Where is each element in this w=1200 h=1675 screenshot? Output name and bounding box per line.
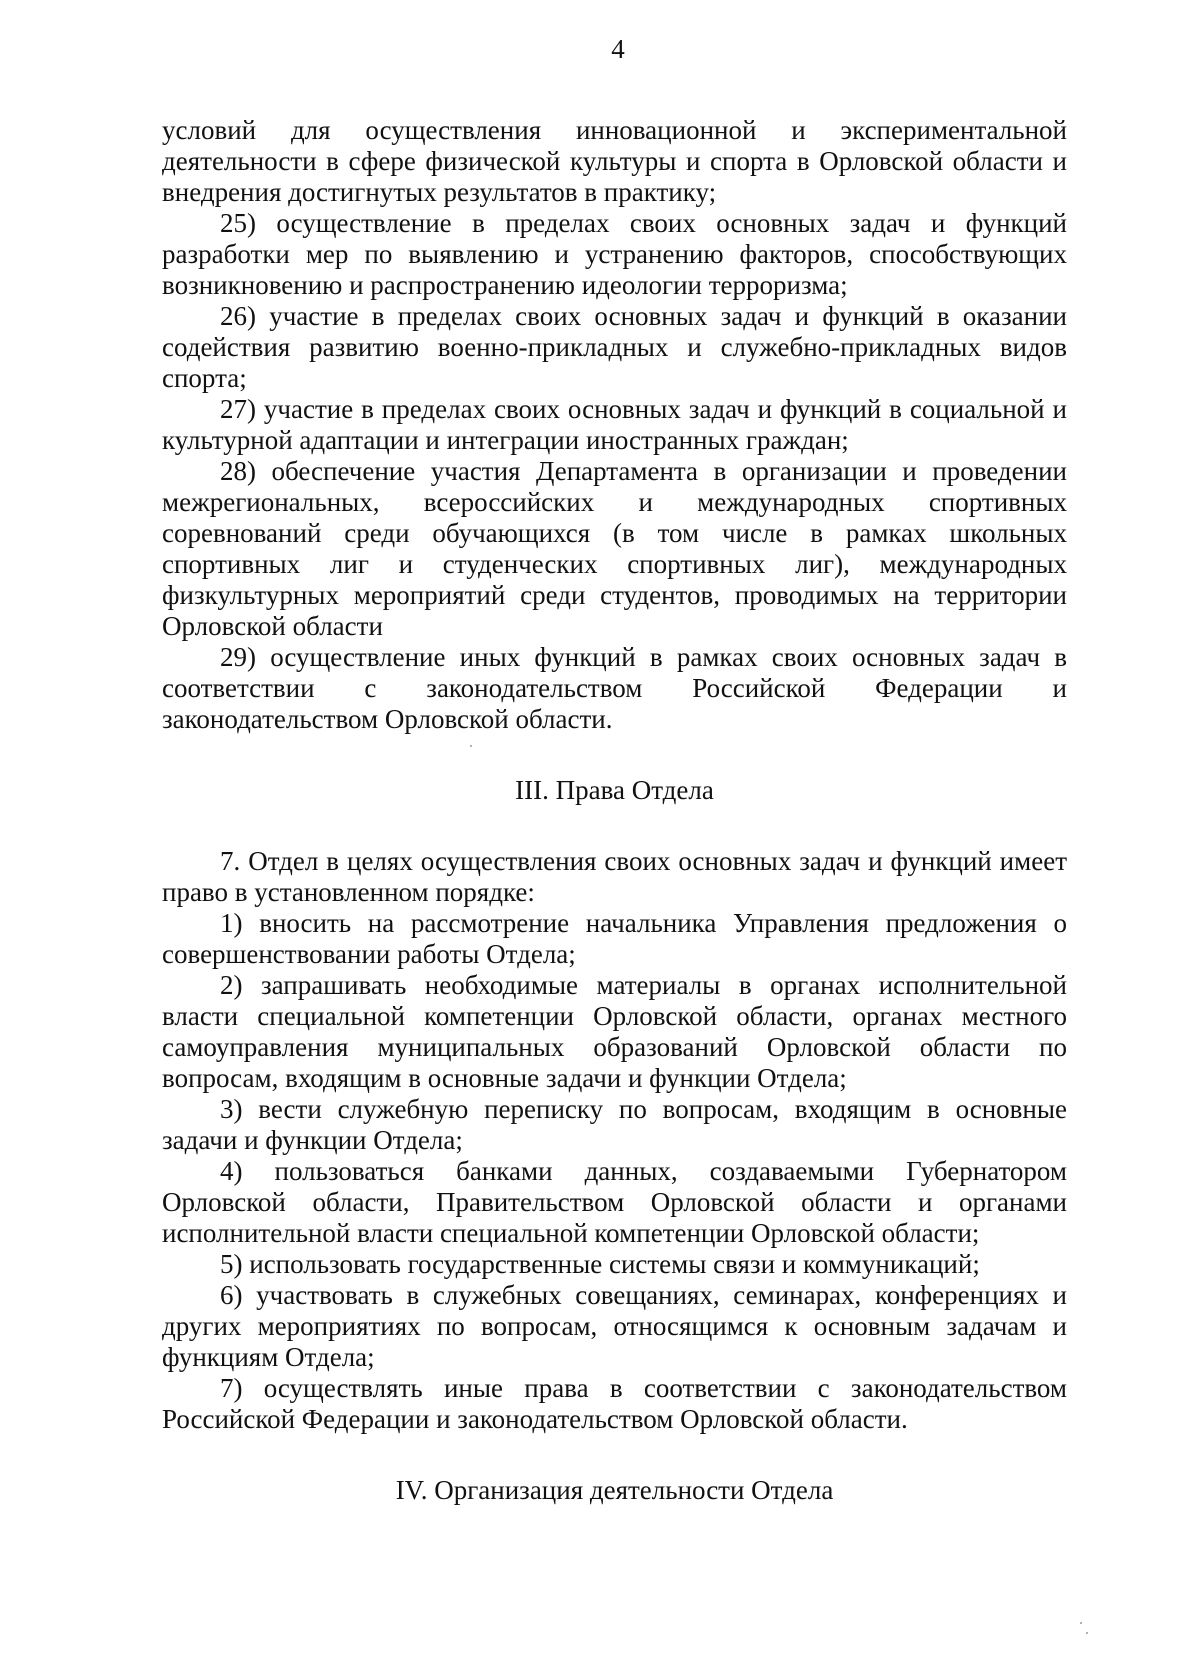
rights-item-7: 7) осуществлять иные права в соответствии с законодательством Российской Федерации и законодательством Орловской области. <box>162 1373 1067 1434</box>
scan-speck <box>1080 1622 1082 1624</box>
rights-item-4: 4) пользоваться банками данных, создаваемыми Губернатором Орловской области, Правительством Орловской области и органами исполнительной власти специальной компетенции Орловской области; <box>162 1156 1067 1248</box>
function-item-26: 26) участие в пределах своих основных задач и функций в оказании содействия развитию военно-прикладных и служебно-прикладных видов спорта; <box>162 301 1067 393</box>
rights-item-1: 1) вносить на рассмотрение начальника Управления предложения о совершенствовании работы Отдела; <box>162 908 1067 969</box>
rights-item-3: 3) вести служебную переписку по вопросам, входящим в основные задачи и функции Отдела; <box>162 1094 1067 1155</box>
function-item-28: 28) обеспечение участия Департамента в организации и проведении межрегиональных, всероссийских и международных спортивных соревнований среди обучающихся (в том числе в рамках школьных спортивных лиг и студенческих спортивных лиг), международных физкультурных мероприятий среди студентов, проводимых на территории Орловской области <box>162 456 1067 641</box>
rights-item-5: 5) использовать государственные системы связи и коммуникаций; <box>220 1249 980 1279</box>
function-item-27: 27) участие в пределах своих основных задач и функций в социальной и культурной адаптации и интеграции иностранных граждан; <box>162 394 1067 455</box>
scan-speck <box>470 745 472 747</box>
rights-item-2: 2) запрашивать необходимые материалы в органах исполнительной власти специальной компетенции Орловской области, органах местного самоуправления муниципальных образований Орловской области по вопросам, входящим в основные задачи и функции Отдела; <box>162 970 1067 1093</box>
continuation-paragraph: условий для осуществления инновационной и экспериментальной деятельности в сфере физической культуры и спорта в Орловской области и внедрения достигнутых результатов в практику; <box>162 115 1067 207</box>
section-heading-organization: IV. Организация деятельности Отдела <box>395 1475 834 1505</box>
rights-intro-paragraph: 7. Отдел в целях осуществления своих основных задач и функций имеет право в установленном порядке: <box>162 846 1067 907</box>
document-body <box>162 115 1067 1506</box>
page-number: 4 <box>611 34 625 64</box>
function-item-25: 25) осуществление в пределах своих основных задач и функций разработки мер по выявлению и устранению факторов, способствующих возникновению и распространению идеологии терроризма; <box>162 208 1067 300</box>
function-item-29: 29) осуществление иных функций в рамках своих основных задач в соответствии с законодательством Российской Федерации и законодательством Орловской области. <box>162 642 1067 734</box>
section-heading-rights: III. Права Отдела <box>515 775 714 805</box>
rights-item-6: 6) участвовать в служебных совещаниях, семинарах, конференциях и других мероприятиях по вопросам, относящимся к основным задачам и функциям Отдела; <box>162 1280 1067 1372</box>
scan-speck <box>1086 1632 1088 1634</box>
